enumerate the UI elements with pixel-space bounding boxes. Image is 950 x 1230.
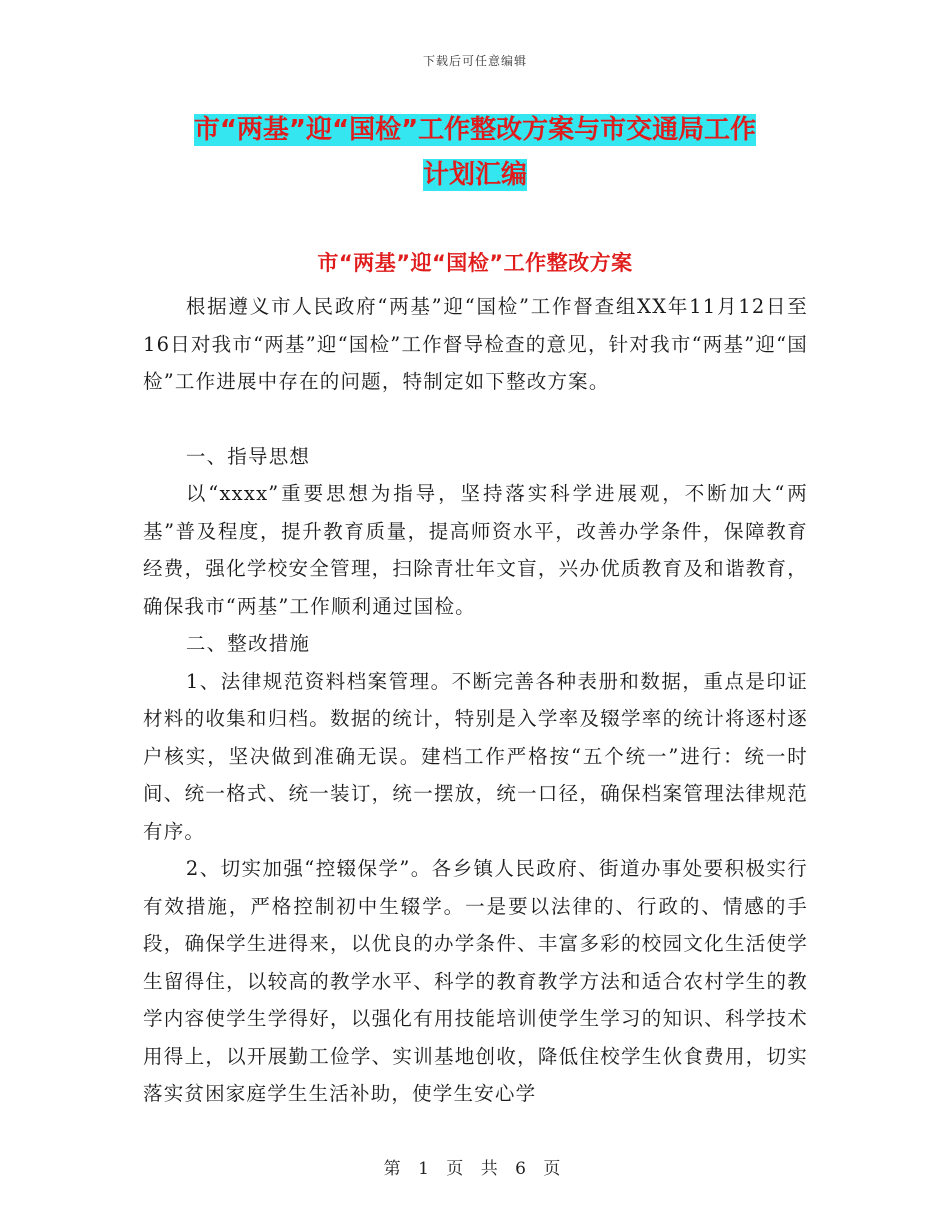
page-footer: 第 1 页 共 6 页	[383, 1159, 567, 1179]
section-title: 市“两基”迎“国检”工作整改方案	[317, 251, 633, 275]
paragraph-guiding-thought: 以“xxxx”重要思想为指导，坚持落实科学进展观，不断加大“两基”普及程度，提升教育质量，提高师资水平，改善办学条件，保障教育经费，强化学校安全管理，扫除青壮年文盲，兴办优质教育及和谐教育，确保我市“两基”工作顺利通过国检。	[143, 482, 808, 618]
paragraph-measure-1: 1、法律规范资料档案管理。不断完善各种表册和数据，重点是印证材料的收集和归档。数据的统计，特别是入学率及辍学率的统计将逐村逐户核实，坚决做到准确无误。建档工作严格按“五个统一”进行：统一时间、统一格式、统一装订，统一摆放，统一口径，确保档案管理法律规范有序。	[143, 669, 808, 843]
document-title-line-1: 市“两基”迎“国检”工作整改方案与市交通局工作	[193, 115, 757, 145]
header-note: 下载后可任意编辑	[422, 54, 527, 68]
body-text	[143, 288, 808, 1113]
paragraph-measure-2: 2、切实加强“控辍保学”。各乡镇人民政府、街道办事处要积极实行有效措施，严格控制初中生辍学。一是要以法律的、行政的、情感的手段，确保学生进得来，以优良的办学条件、丰富多彩的校园文化生活使学生留得住，以较高的教学水平、科学的教育教学方法和适合农村学生的教学内容使学生学得好，以强化有用技能培训使学生学习的知识、科学技术用得上，以开展勤工俭学、实训基地创收，降低住校学生伙食费用，切实落实贫困家庭学生生活补助，使学生安心学	[143, 857, 808, 1105]
heading-guiding-thought: 一、指导思想	[185, 444, 311, 468]
document-title-line-2: 计划汇编	[422, 160, 527, 190]
heading-rectification-measures: 二、整改措施	[185, 632, 311, 655]
paragraph-intro: 根据遵义市人民政府“两基”迎“国检”工作督查组XX年11月12日至16日对我市“两基”迎“国检”工作督导检查的意见，针对我市“两基”迎“国检”工作进展中存在的问题，特制定如下整改方案。	[143, 295, 808, 393]
document-title	[145, 108, 805, 198]
